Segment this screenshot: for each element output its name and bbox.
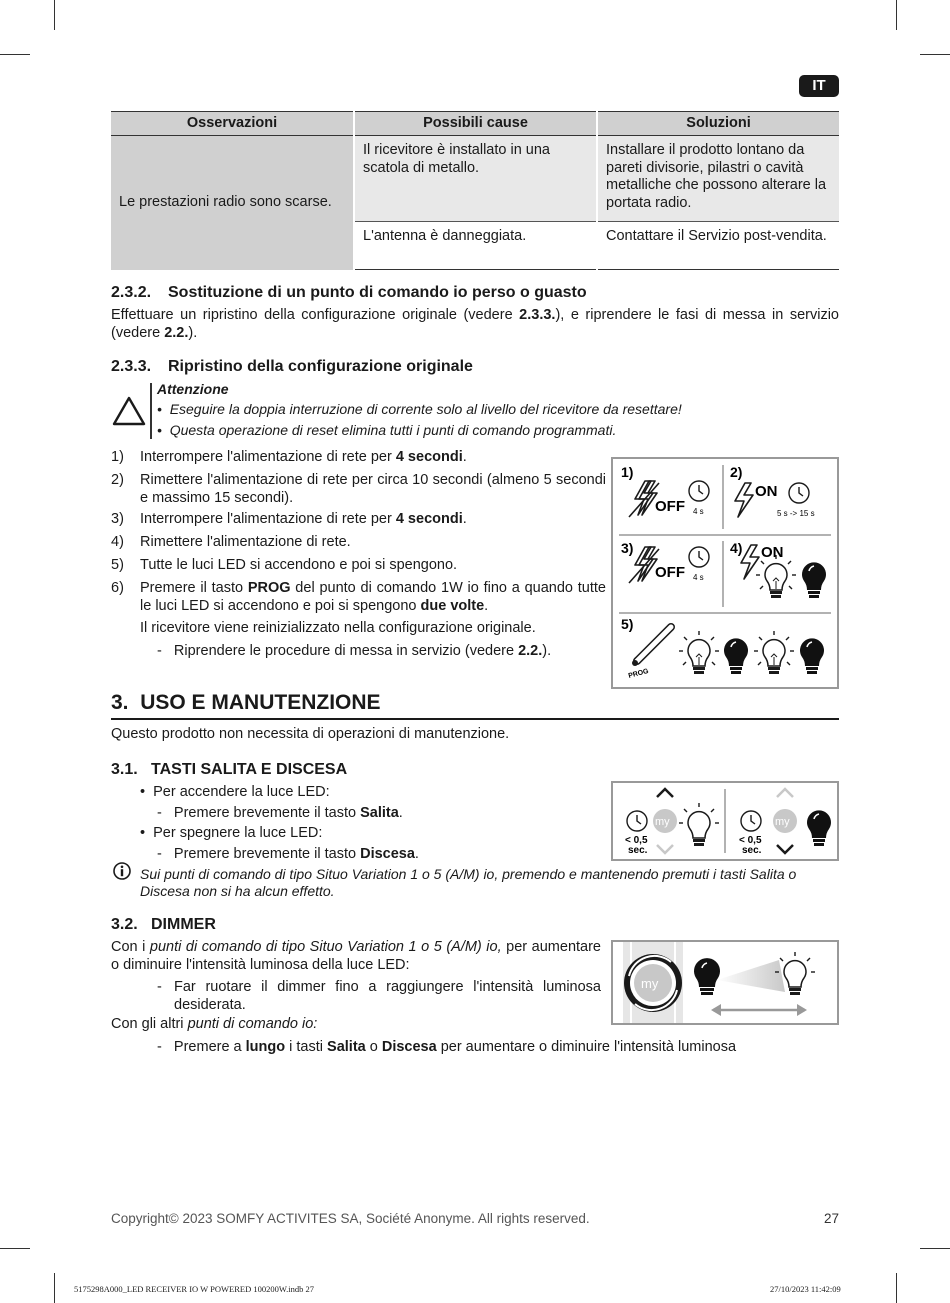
- clock-icon: [627, 811, 647, 831]
- copyright-footer: Copyright© 2023 SOMFY ACTIVITES SA, Société Anonyme. All rights reserved.: [111, 1211, 590, 1226]
- warning-item: • Questa operazione di reset elimina tutti i punti di comando programmati.: [157, 422, 617, 438]
- sub-item: - Far ruotare il dimmer fino a raggiungere l'intensità luminosa desiderata.: [157, 979, 601, 1013]
- figure-label: 5): [621, 616, 634, 632]
- cause-cell: L'antenna è danneggiata.: [354, 222, 597, 270]
- resume-instruction: - Riprendere le procedure di messa in servizio (vedere 2.2.).: [157, 643, 552, 659]
- clock-icon: [741, 811, 761, 831]
- info-icon: [112, 861, 132, 881]
- solution-cell: Installare il prodotto lontano da pareti divisorie, pilastri o cavità metalliche che possono alterare la portata radio.: [597, 136, 839, 222]
- print-slug-date: 27/10/2023 11:42:09: [770, 1284, 841, 1294]
- power-on-icon: [735, 483, 753, 517]
- my-button-label: my: [641, 976, 659, 991]
- bullet-item: • Per accendere la luce LED:: [140, 784, 330, 800]
- dimmer-figure: [611, 940, 839, 1025]
- light-off-icon: [802, 562, 826, 598]
- clock-icon: [689, 481, 709, 501]
- down-arrow-icon: [777, 845, 793, 853]
- column-header-observations: Osservazioni: [111, 112, 354, 136]
- dimmer-other-text: Con gli altri punti di comando io:: [111, 1016, 318, 1032]
- off-label: OFF: [655, 564, 685, 581]
- sub-item: - Premere brevemente il tasto Discesa.: [157, 846, 419, 862]
- solution-cell: Contattare il Servizio post-vendita.: [597, 222, 839, 270]
- section-heading-3-1: 3.1. TASTI SALITA E DISCESA: [111, 761, 348, 778]
- warning-title: Attenzione: [157, 381, 229, 397]
- buttons-illustration: [613, 783, 837, 859]
- sub-item: - Premere a lungo i tasti Salita o Discesa per aumentare o diminuire l'intensità luminosa: [157, 1039, 737, 1055]
- reset-result-text: Il ricevitore viene reinizializzato nella configurazione originale.: [140, 620, 536, 636]
- language-badge: IT: [799, 75, 839, 97]
- time-label: < 0,5: [625, 835, 648, 846]
- column-header-solutions: Soluzioni: [597, 112, 839, 136]
- figure-label: 1): [621, 464, 634, 480]
- sub-item: - Premere brevemente il tasto Salita.: [157, 805, 403, 821]
- section-2-3-2-text: Effettuare un ripristino della configurazione originale (vedere 2.3.3.), e riprendere le fasi di messa in servizio (vedere 2.2.).: [111, 307, 839, 341]
- clock-icon: [689, 547, 709, 567]
- section-heading-2-3-2: 2.3.2. Sostituzione di un punto di comando io perso o guasto: [111, 284, 587, 301]
- warning-triangle-icon: [112, 396, 146, 426]
- troubleshooting-table: [111, 111, 839, 270]
- print-slug-file: 5175298A000_LED RECEIVER IO W POWERED 100200W.indb 27: [74, 1284, 314, 1294]
- light-off-icon: [724, 638, 748, 674]
- figure-label: 2): [730, 464, 743, 480]
- light-off-icon: [807, 810, 831, 846]
- dimmer-illustration: [613, 942, 837, 1023]
- light-on-icon: [756, 555, 796, 598]
- warning-item: • Eseguire la doppia interruzione di corrente solo al livello del ricevitore da resettare!: [157, 401, 682, 417]
- my-button-label: my: [655, 816, 670, 828]
- light-on-icon: [754, 631, 794, 674]
- figure-label: 4): [730, 540, 743, 556]
- bullet-item: • Per spegnere la luce LED:: [140, 825, 323, 841]
- down-arrow-icon: [657, 845, 673, 853]
- time-label: < 0,5: [739, 835, 762, 846]
- clock-icon: [789, 483, 809, 503]
- double-arrow-icon: [711, 1004, 807, 1016]
- on-label: ON: [761, 544, 784, 561]
- on-label: ON: [755, 483, 778, 500]
- observation-cell: Le prestazioni radio sono scarse.: [111, 136, 354, 270]
- duration-label: 4 s: [693, 507, 704, 516]
- buttons-figure: [611, 781, 839, 861]
- section-heading-3-2: 3.2. DIMMER: [111, 916, 216, 933]
- up-arrow-icon: [777, 789, 793, 797]
- light-on-icon: [679, 631, 719, 674]
- figure-label: 3): [621, 540, 634, 556]
- reset-procedure-illustration: [613, 459, 837, 687]
- cause-cell: Il ricevitore è installato in una scatola di metallo.: [354, 136, 597, 222]
- table-row: [111, 136, 839, 222]
- section-heading-2-3-3: 2.3.3. Ripristino della configurazione originale: [111, 358, 473, 375]
- time-unit-label: sec.: [628, 845, 648, 856]
- column-header-causes: Possibili cause: [354, 112, 597, 136]
- duration-label: 4 s: [693, 573, 704, 582]
- page-number: 27: [824, 1211, 840, 1226]
- duration-label: 5 s -> 15 s: [777, 509, 815, 518]
- warning-divider: [150, 383, 152, 439]
- light-on-icon: [679, 803, 719, 846]
- off-label: OFF: [655, 498, 685, 515]
- chapter-heading-3: 3. USO E MANUTENZIONE: [111, 690, 839, 720]
- reset-procedure-figure: [611, 457, 839, 689]
- pen-icon: [632, 627, 671, 666]
- light-off-icon: [694, 958, 720, 995]
- up-arrow-icon: [657, 789, 673, 797]
- time-unit-label: sec.: [742, 845, 762, 856]
- power-on-icon: [741, 545, 759, 579]
- light-off-icon: [800, 638, 824, 674]
- my-button-label: my: [775, 816, 790, 828]
- chapter-3-text: Questo prodotto non necessita di operazioni di manutenzione.: [111, 726, 510, 742]
- dimmer-intro: Con i punti di comando di tipo Situo Variation 1 o 5 (A/M) io, per aumentare o diminuire l'intensità luminosa della luce LED:: [111, 939, 601, 973]
- info-note: Sui punti di comando di tipo Situo Variation 1 o 5 (A/M) io, premendo e mantenendo premuti i tasti Salita o Discesa non si ha alcun effetto.: [140, 866, 797, 899]
- prog-label: PROG: [627, 667, 650, 680]
